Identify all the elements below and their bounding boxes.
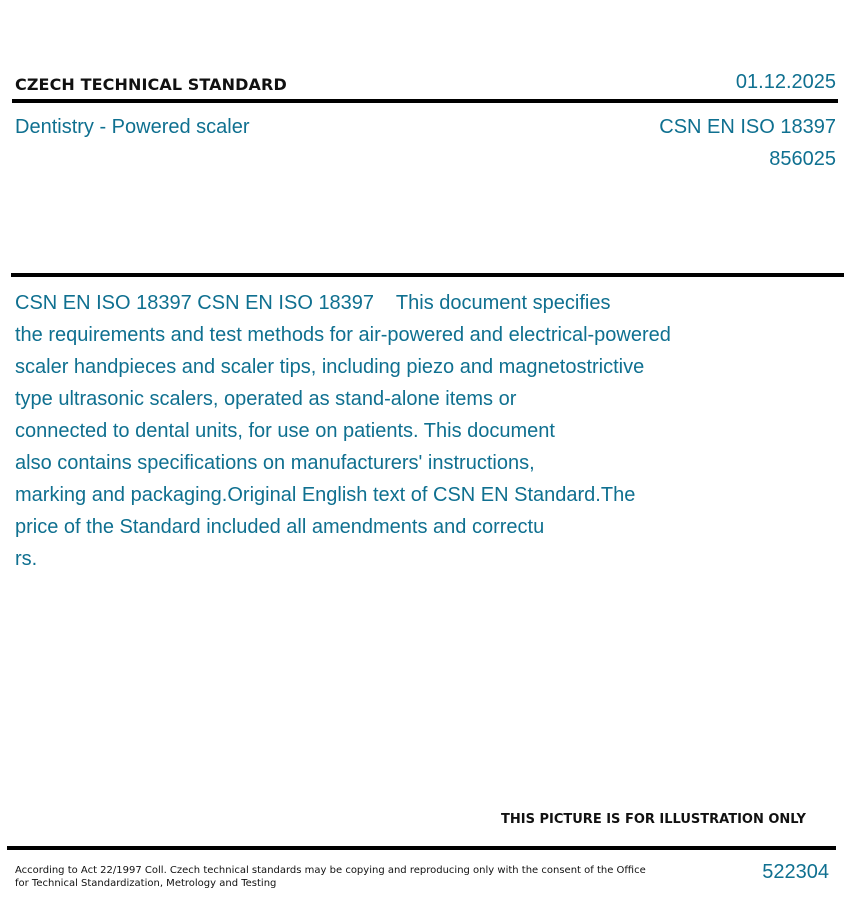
abstract-line: scaler handpieces and scaler tips, including piezo and magnetostrictive — [15, 356, 645, 378]
abstract-line: type ultrasonic scalers, operated as stand-alone items or — [15, 388, 517, 410]
legal-notice-line: for Technical Standardization, Metrology and Testing — [15, 878, 277, 889]
standard-code: CSN EN ISO 18397 — [659, 116, 836, 138]
catalog-number: 522304 — [762, 861, 829, 883]
legal-notice-line: According to Act 22/1997 Coll. Czech technical standards may be copying and reproducing only with the consent of the Office — [15, 865, 646, 876]
abstract-line: CSN EN ISO 18397 CSN EN ISO 18397 This document specifies — [15, 292, 611, 314]
publication-date: 01.12.2025 — [735, 71, 836, 93]
footer-divider — [7, 846, 836, 850]
abstract-line: the requirements and test methods for air-powered and electrical-powered — [15, 324, 671, 346]
header-title: CZECH TECHNICAL STANDARD — [15, 75, 287, 94]
abstract-line: rs. — [15, 548, 38, 570]
classification-code: 856025 — [769, 148, 836, 170]
abstract-line: also contains specifications on manufacturers' instructions, — [15, 452, 535, 474]
illustration-note: THIS PICTURE IS FOR ILLUSTRATION ONLY — [501, 812, 806, 827]
section-divider — [11, 273, 844, 277]
abstract-line: price of the Standard included all amendments and correctu — [15, 516, 545, 538]
abstract-line: connected to dental units, for use on patients. This document — [15, 420, 555, 442]
document-title: Dentistry - Powered scaler — [15, 116, 250, 138]
legal-notice — [15, 864, 646, 890]
abstract-line: marking and packaging.Original English text of CSN EN Standard.The — [15, 484, 636, 506]
abstract-text — [15, 287, 735, 575]
header-divider — [12, 99, 838, 103]
